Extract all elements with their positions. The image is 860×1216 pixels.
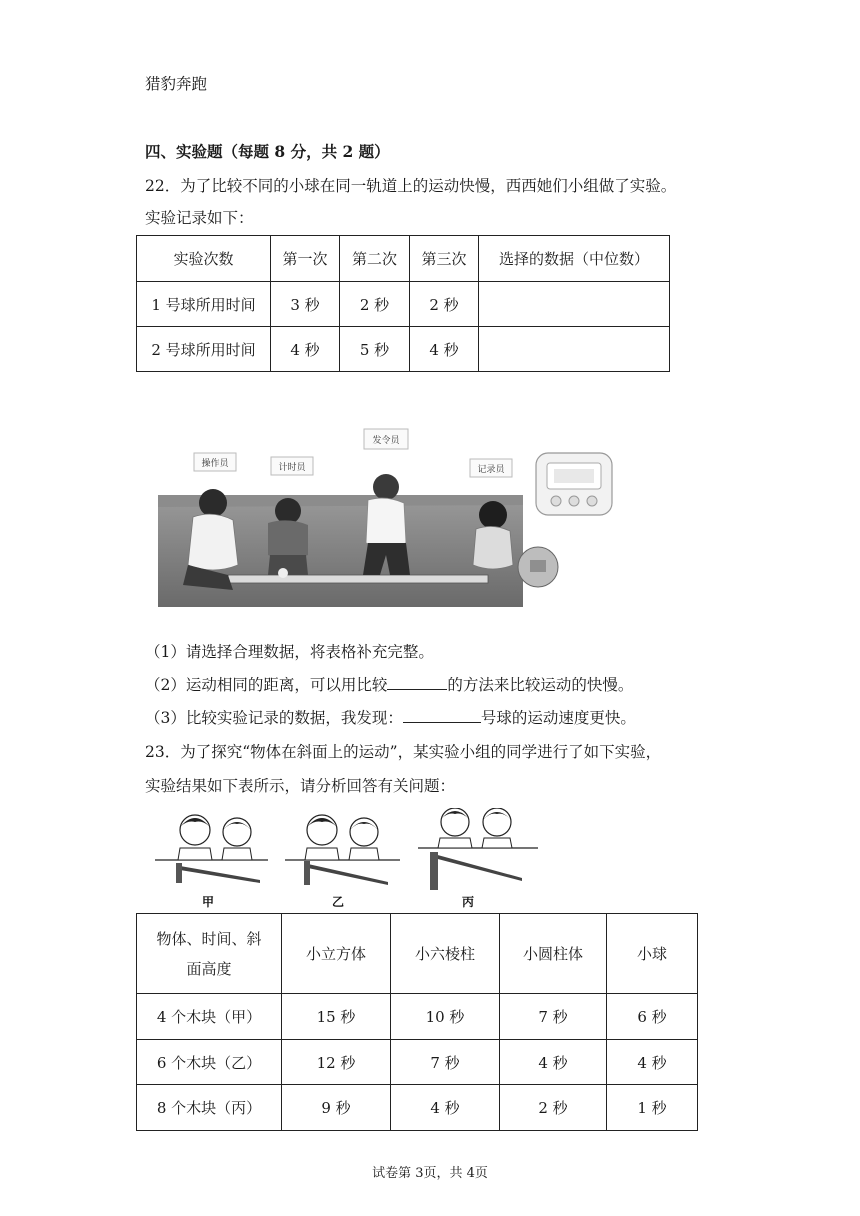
label-operator-text: 操作员 [201,459,229,469]
q23-cell: 4 秒 [607,1040,698,1085]
q23-header-first-line2: 面高度 [186,959,232,978]
table-row [137,1085,698,1131]
incline-experiment-illustration [150,808,540,910]
q22-stem-line2: 实验记录如下： [145,209,254,227]
prev-answer-text: 猎豹奔跑 [145,75,208,93]
q22-sub2 [145,673,633,695]
q22-sub3 [145,706,636,728]
q22-header-cell: 选择的数据（中位数） [479,236,670,282]
q22-sub1: （1）请选择合理数据，将表格补充完整。 [145,643,434,661]
q22-answer-cell[interactable] [479,327,670,372]
q22-header-cell: 第二次 [340,236,410,282]
label-timer-text: 计时员 [278,463,306,473]
q22-row-label: 2 号球所用时间 [137,327,271,372]
incline-figure-yi [285,815,400,909]
incline-figure-jia [155,815,268,909]
table-row [137,327,670,372]
q22-cell: 4 秒 [271,327,340,372]
q23-row-label: 8 个木块（丙） [137,1085,282,1131]
q23-cell: 15 秒 [282,994,391,1040]
stopwatch-icon [536,453,612,515]
q22-sub3-blank[interactable] [403,706,481,723]
incline-figure-bing [418,808,538,909]
figure-label-yi: 乙 [331,895,345,909]
experiment-photo [158,425,638,607]
label-recorder-text: 记录员 [477,465,505,475]
q23-stem-line1: 23．为了探究“物体在斜面上的运动”，某实验小组的同学进行了如下实验， [145,743,662,761]
q22-sub2-before: （2）运动相同的距离，可以用比较 [145,676,388,694]
q23-cell: 9 秒 [282,1085,391,1131]
q22-header-cell: 实验次数 [137,236,271,282]
q23-cell: 10 秒 [391,994,500,1040]
q22-header-cell: 第三次 [410,236,479,282]
label-commander [364,429,408,449]
q23-cell: 6 秒 [607,994,698,1040]
page-footer: 试卷第 3页，共 4页 [372,1166,488,1181]
q23-stem-line2: 实验结果如下表所示，请分析回答有关问题： [145,777,456,795]
q22-sub2-blank[interactable] [387,673,447,690]
q22-answer-cell[interactable] [479,282,670,327]
figure-label-jia: 甲 [201,895,215,909]
q22-record-table [136,235,670,372]
q22-sub2-after: 的方法来比较运动的快慢。 [447,676,634,694]
q22-cell: 5 秒 [340,327,410,372]
section-title: 四、实验题（每题 8 分，共 2 题） [145,142,390,161]
q23-header-cell: 小六棱柱 [391,914,500,994]
q22-cell: 2 秒 [340,282,410,327]
figure-label-bing: 丙 [461,895,475,909]
table-row [137,282,670,327]
q22-cell: 2 秒 [410,282,479,327]
q23-row-label: 4 个木块（甲） [137,994,282,1040]
q23-cell: 4 秒 [391,1085,500,1131]
q23-cell: 7 秒 [391,1040,500,1085]
q23-header-first-line1: 物体、时间、斜 [156,929,262,948]
q22-cell: 4 秒 [410,327,479,372]
q23-header-first [137,914,282,994]
q23-results-table [136,913,698,1131]
q23-header-cell: 小球 [607,914,698,994]
q22-sub3-after: 号球的运动速度更快。 [480,709,636,727]
q23-row-label: 6 个木块（乙） [137,1040,282,1085]
label-timer [271,457,313,475]
q22-sub3-before: （3）比较实验记录的数据，我发现： [145,709,403,727]
q23-header-cell: 小立方体 [282,914,391,994]
q22-stem-line1: 22．为了比较不同的小球在同一轨道上的运动快慢，西西她们小组做了实验。 [145,177,677,195]
label-recorder [470,459,512,477]
label-operator [194,453,236,471]
q22-cell: 3 秒 [271,282,340,327]
label-commander-text: 发令员 [372,436,400,446]
table-row [137,994,698,1040]
q23-cell: 12 秒 [282,1040,391,1085]
q22-row-label: 1 号球所用时间 [137,282,271,327]
q22-header-cell: 第一次 [271,236,340,282]
q23-cell: 4 秒 [500,1040,607,1085]
q23-header-cell: 小圆柱体 [500,914,607,994]
q23-cell: 2 秒 [500,1085,607,1131]
table-row [137,1040,698,1085]
q23-cell: 7 秒 [500,994,607,1040]
q23-cell: 1 秒 [607,1085,698,1131]
